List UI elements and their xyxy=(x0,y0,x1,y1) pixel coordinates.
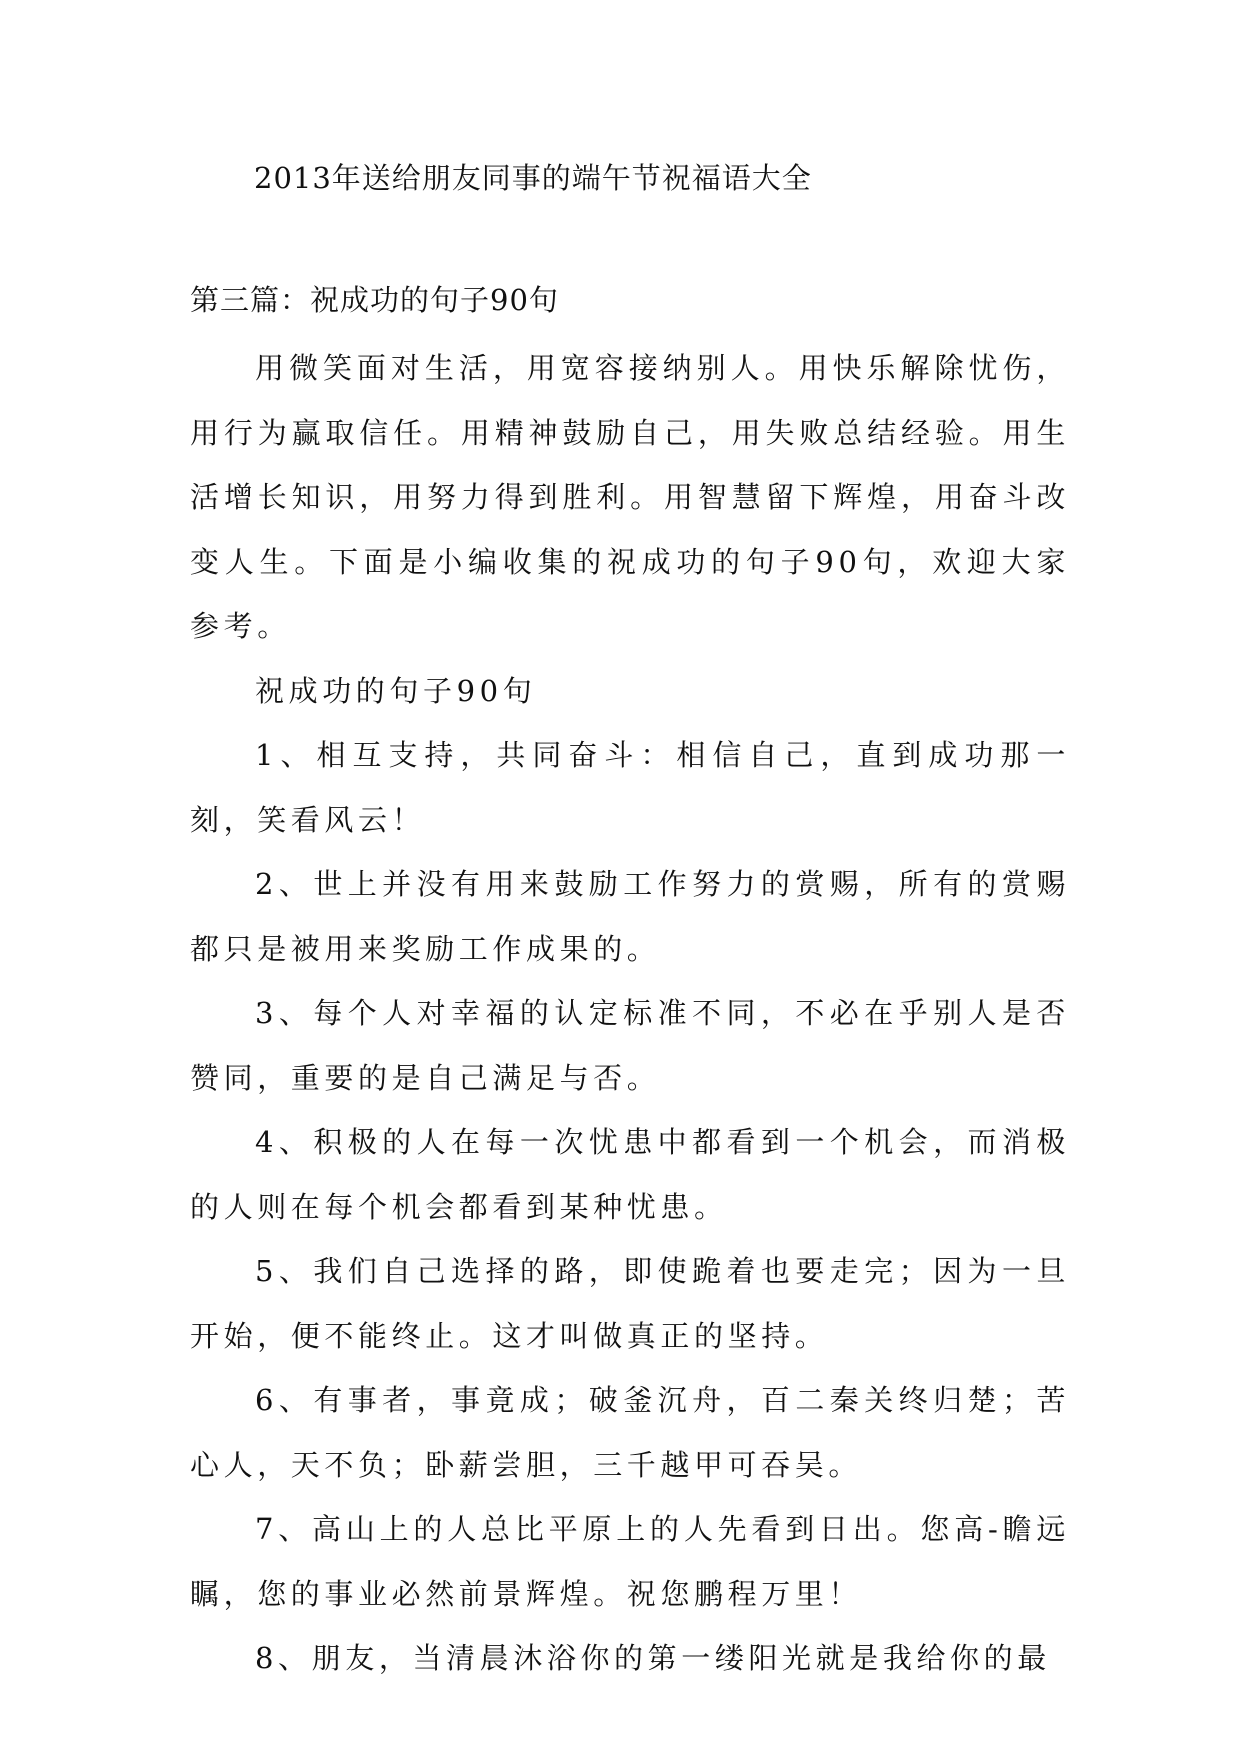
intro-paragraph: 用微笑面对生活，用宽容接纳别人。用快乐解除忧伤，用行为赢取信任。用精神鼓励自己，用失败总结经验。用生活增长知识，用努力得到胜利。用智慧留下辉煌，用奋斗改变人生。下面是小编收集的祝成功的句子90句，欢迎大家参考。 xyxy=(190,351,1070,643)
list-item: 7、高山上的人总比平原上的人先看到日出。您高-瞻远瞩，您的事业必然前景辉煌。祝您鹏程万里！ xyxy=(190,1512,1070,1611)
list-item: 8、朋友，当清晨沐浴你的第一缕阳光就是我给你的最 xyxy=(255,1641,1051,1675)
list-item: 1、相互支持，共同奋斗：相信自己，直到成功那一刻，笑看风云！ xyxy=(190,738,1070,837)
list-heading: 祝成功的句子90句 xyxy=(255,673,537,708)
document-body xyxy=(190,336,1070,1691)
section-heading: 第三篇：祝成功的句子90句 xyxy=(190,283,559,317)
list-item: 3、每个人对幸福的认定标准不同，不必在乎别人是否赞同，重要的是自己满足与否。 xyxy=(190,996,1070,1095)
list-item: 2、世上并没有用来鼓励工作努力的赏赐，所有的赏赐都只是被用来奖励工作成果的。 xyxy=(190,867,1070,966)
list-item: 5、我们自己选择的路，即使跪着也要走完；因为一旦开始，便不能终止。这才叫做真正的坚持。 xyxy=(190,1254,1070,1353)
document-title: 2013年送给朋友同事的端午节祝福语大全 xyxy=(254,161,812,195)
list-item: 4、积极的人在每一次忧患中都看到一个机会，而消极的人则在每个机会都看到某种忧患。 xyxy=(190,1125,1070,1224)
list-item: 6、有事者，事竟成；破釜沉舟，百二秦关终归楚；苦心人，天不负；卧薪尝胆，三千越甲可吞吴。 xyxy=(190,1383,1070,1482)
